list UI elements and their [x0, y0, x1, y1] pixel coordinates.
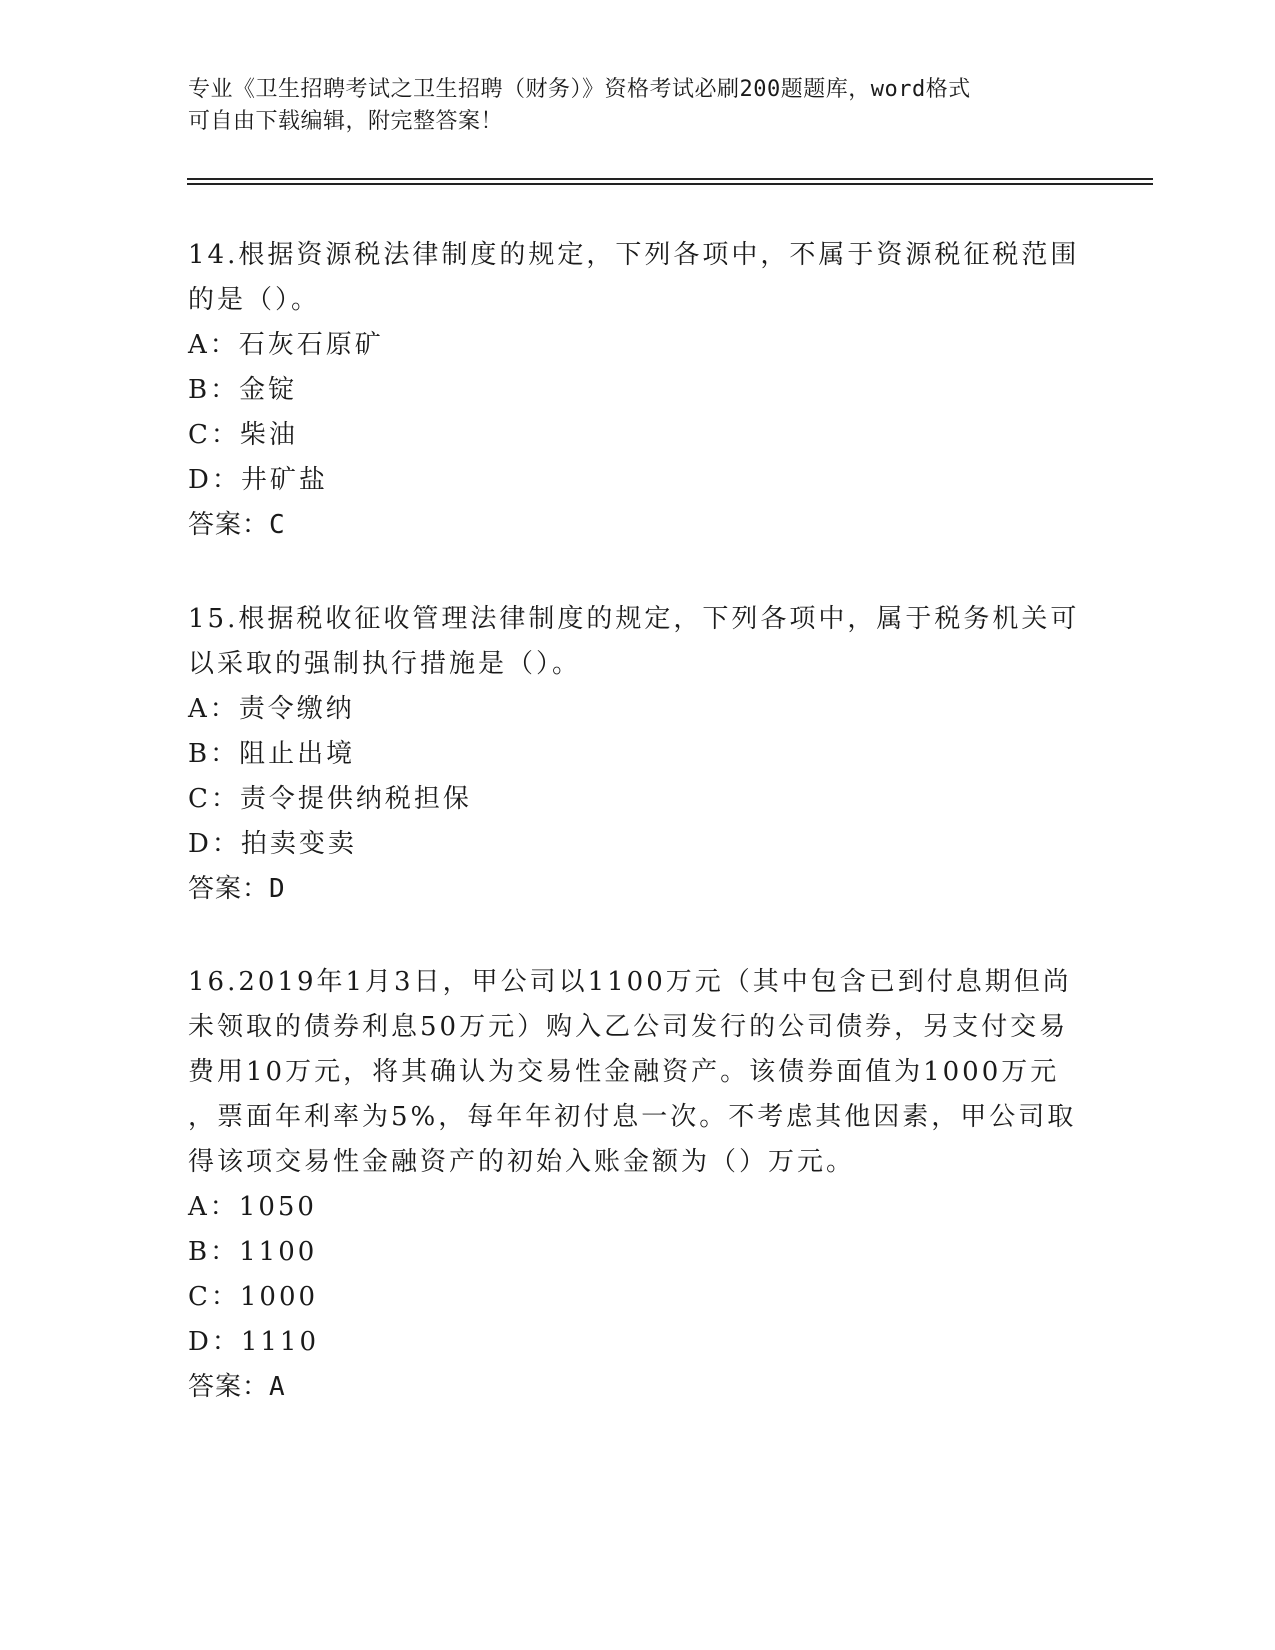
- header-divider: [187, 183, 1153, 185]
- option-c: C：柴油: [188, 420, 298, 450]
- option-c: C：责令提供纳税担保: [188, 784, 472, 814]
- header-divider: [187, 178, 1153, 180]
- header-line: 专业《卫生招聘考试之卫生招聘（财务）》资格考试必刷200题题库，word格式: [188, 77, 971, 102]
- question-stem-line: 费用10万元，将其确认为交易性金融资产。该债券面值为1000万元: [188, 1057, 1060, 1087]
- question-15: [188, 597, 1088, 912]
- option-d: D：1110: [188, 1327, 320, 1357]
- question-stem-line: 得该项交易性金融资产的初始入账金额为（）万元。: [188, 1147, 856, 1177]
- option-b: B：阻止出境: [188, 739, 356, 769]
- option-d: D：井矿盐: [188, 465, 328, 495]
- question-stem-line: 16.2019年1月3日，甲公司以1100万元（其中包含已到付息期但尚: [188, 967, 1072, 997]
- option-a: A：石灰石原矿: [188, 330, 384, 360]
- question-stem-line: 以采取的强制执行措施是（）。: [188, 649, 582, 679]
- option-b: B：金锭: [188, 375, 298, 405]
- question-stem-line: 未领取的债券利息50万元）购入乙公司发行的公司债券，另支付交易: [188, 1012, 1069, 1042]
- option-a: A：责令缴纳: [188, 694, 355, 724]
- answer: 答案：D: [188, 874, 286, 904]
- document-header: [188, 74, 1068, 138]
- header-line: 可自由下载编辑，附完整答案！: [188, 109, 504, 134]
- option-d: D：拍卖变卖: [188, 829, 357, 859]
- option-a: A：1050: [188, 1192, 317, 1222]
- question-stem-line: 的是（）。: [188, 285, 321, 315]
- question-14: [188, 233, 1088, 548]
- question-stem-line: 14.根据资源税法律制度的规定，下列各项中，不属于资源税征税范围: [188, 240, 1080, 270]
- answer: 答案：A: [188, 1372, 286, 1402]
- question-stem-line: 15.根据税收征收管理法律制度的规定，下列各项中，属于税务机关可: [188, 604, 1080, 634]
- question-stem-line: ，票面年利率为5%，每年年初付息一次。不考虑其他因素，甲公司取: [188, 1102, 1077, 1132]
- question-16: [188, 960, 1088, 1410]
- option-c: C：1000: [188, 1282, 319, 1312]
- option-b: B：1100: [188, 1237, 318, 1267]
- answer: 答案：C: [188, 510, 286, 540]
